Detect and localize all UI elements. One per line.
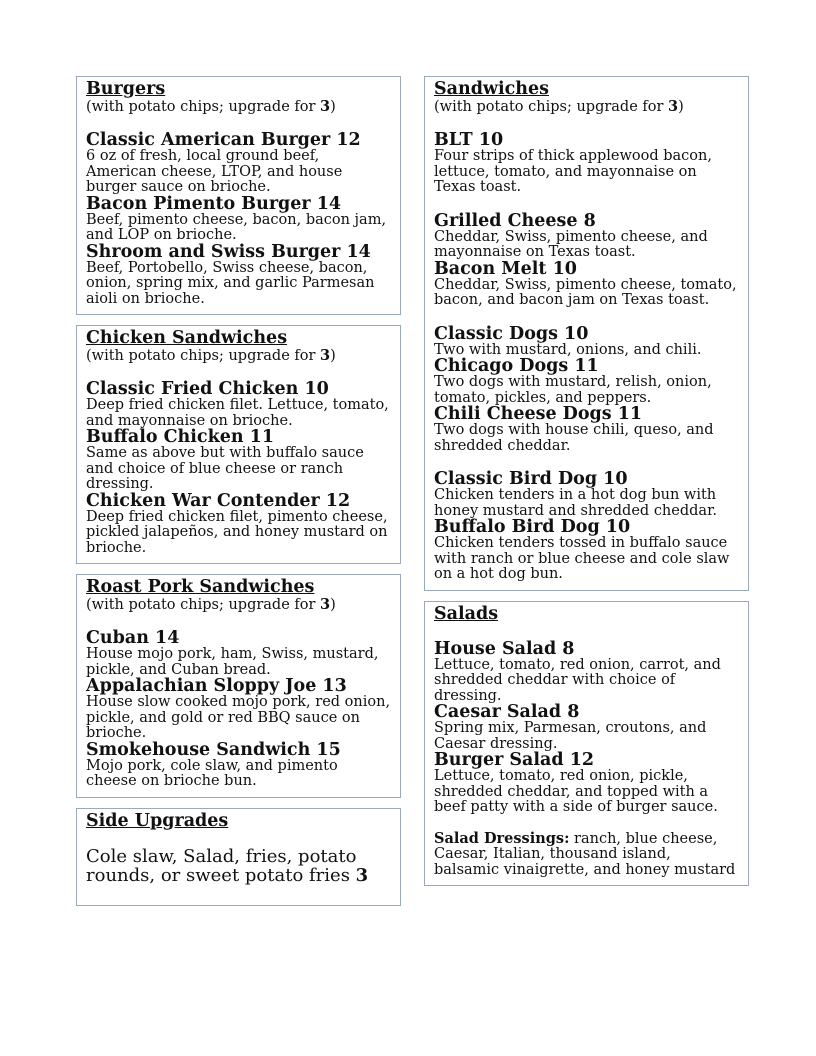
dressings-label: Salad Dressings:: [434, 829, 570, 847]
menu-item: [86, 490, 391, 557]
note-suffix: ): [330, 348, 336, 364]
side-upgrades-text: [86, 847, 391, 885]
item-description: Lettuce, tomato, red onion, carrot, and shredded cheddar with choice of dressing.: [434, 656, 721, 704]
menu-item: [434, 519, 739, 583]
item-name: Cuban 14: [86, 628, 180, 648]
spacer: [434, 309, 739, 326]
note-price: 3: [320, 347, 331, 364]
side-upgrades-section: [76, 808, 401, 906]
item-description: House slow cooked mojo pork, red onion, pickle, and gold or red BBQ sauce on brioche.: [86, 694, 391, 741]
item-description: Two with mustard, onions, and chili.: [434, 341, 702, 358]
item-description: 6 oz of fresh, local ground beef, American cheese, LTOP, and house burger sauce on brioche.: [86, 148, 343, 195]
menu-item: [86, 429, 391, 493]
section-note: [86, 597, 391, 613]
section-note: [434, 99, 739, 115]
item-name: Grilled Cheese 8: [434, 210, 596, 231]
menu-item: [434, 704, 739, 752]
menu-item: [434, 752, 739, 816]
section-title: Sandwiches: [434, 79, 550, 99]
item-name: Classic Fried Chicken 10: [86, 379, 329, 399]
menu-item: [434, 638, 739, 705]
section-title: Chicken Sandwiches: [86, 328, 288, 348]
item-description: House mojo pork, ham, Swiss, mustard, pickle, and Cuban bread.: [86, 646, 379, 678]
note-prefix: (with potato chips; upgrade for: [434, 99, 669, 115]
item-description: Chicken tenders tossed in buffalo sauce with ranch or blue cheese and cole slaw on a hot dog bun.: [434, 535, 730, 582]
item-name: Buffalo Bird Dog 10: [434, 517, 631, 537]
item-description: Two dogs with mustard, relish, onion, tomato, pickles, and peppers.: [434, 374, 712, 406]
chicken-sandwiches-section: [76, 325, 401, 564]
side-price: 3: [355, 864, 369, 886]
note-suffix: ): [330, 597, 336, 613]
item-description: Deep fried chicken filet, pimento cheese, pickled jalapeños, and honey mustard on brioche.: [86, 508, 388, 556]
item-name: Classic American Burger 12: [86, 130, 361, 150]
item-description: Four strips of thick applewood bacon, lettuce, tomato, and mayonnaise on Texas toast.: [434, 148, 712, 195]
menu-item: [434, 406, 739, 454]
note-suffix: ): [330, 99, 336, 115]
item-name: Buffalo Chicken 11: [86, 427, 275, 447]
right-column: [424, 76, 749, 896]
menu-item: [434, 323, 739, 359]
section-note: [86, 348, 391, 364]
side-options: Cole slaw, Salad, fries, potato rounds, or sweet potato fries: [86, 845, 357, 886]
item-description: Chicken tenders in a hot dog bun with honey mustard and shredded cheddar.: [434, 487, 718, 519]
menu-item: [434, 258, 739, 309]
section-title: Salads: [434, 603, 499, 624]
menu-item: [86, 678, 391, 742]
sandwiches-section: [424, 76, 749, 591]
note-prefix: (with potato chips; upgrade for: [86, 597, 321, 613]
menu-item: [434, 471, 739, 519]
menu-item: [434, 210, 739, 261]
item-description: Cheddar, Swiss, pimento cheese, and mayonnaise on Texas toast.: [434, 228, 708, 260]
item-name: Burger Salad 12: [434, 750, 595, 770]
note-price: 3: [320, 596, 331, 613]
item-name: Bacon Pimento Burger 14: [86, 193, 342, 214]
menu-item: [86, 132, 391, 196]
spacer: [434, 624, 739, 641]
item-description: Mojo pork, cole slaw, and pimento cheese on brioche bun.: [86, 757, 338, 789]
item-name: House Salad 8: [434, 638, 575, 659]
item-description: Lettuce, tomato, red onion, pickle, shredded cheddar, and topped with a beef patty with a side of burger sauce.: [434, 768, 718, 815]
note-price: 3: [668, 98, 679, 115]
item-description: Beef, pimento cheese, bacon, bacon jam, and LOP on brioche.: [86, 211, 387, 243]
roast-pork-section: [76, 574, 401, 798]
item-description: Beef, Portobello, Swiss cheese, bacon, onion, spring mix, and garlic Parmesan aioli on brioche.: [86, 259, 375, 307]
item-name: Bacon Melt 10: [434, 258, 577, 279]
menu-item: [86, 630, 391, 678]
item-description: Two dogs with house chili, queso, and shredded cheddar.: [434, 422, 714, 454]
item-name: Classic Dogs 10: [434, 323, 589, 344]
item-description: Cheddar, Swiss, pimento cheese, tomato, bacon, and bacon jam on Texas toast.: [434, 276, 737, 308]
dressings-list: ranch, blue cheese, Caesar, Italian, thousand island, balsamic vinaigrette, and honey mustard: [434, 830, 736, 878]
item-name: BLT 10: [434, 130, 504, 150]
item-name: Chili Cheese Dogs 11: [434, 404, 643, 424]
item-description: Same as above but with buffalo sauce and choice of blue cheese or ranch dressing.: [86, 445, 364, 492]
item-name: Chicago Dogs 11: [434, 356, 599, 376]
item-name: Caesar Salad 8: [434, 702, 580, 722]
menu-item: [86, 193, 391, 244]
menu-item: [434, 132, 739, 196]
salads-section: [424, 601, 749, 887]
item-name: Classic Bird Dog 10: [434, 469, 628, 489]
note-price: 3: [320, 98, 331, 115]
section-title: Burgers: [86, 79, 166, 99]
menu-item: [434, 358, 739, 406]
note-suffix: ): [678, 99, 684, 115]
item-name: Chicken War Contender 12: [86, 490, 351, 511]
section-title: Side Upgrades: [86, 810, 229, 831]
note-prefix: (with potato chips; upgrade for: [86, 99, 321, 115]
menu-item: [86, 739, 391, 790]
menu-item: [86, 381, 391, 429]
section-note: [86, 99, 391, 115]
item-name: Appalachian Sloppy Joe 13: [86, 676, 347, 696]
salad-dressings: [434, 831, 739, 879]
burgers-section: [76, 76, 401, 315]
spacer: [434, 196, 739, 213]
item-description: Deep fried chicken filet. Lettuce, tomato, and mayonnaise on brioche.: [86, 397, 389, 429]
note-prefix: (with potato chips; upgrade for: [86, 348, 321, 364]
item-name: Smokehouse Sandwich 15: [86, 739, 341, 760]
left-column: [76, 76, 401, 916]
item-description: Spring mix, Parmesan, croutons, and Caesar dressing.: [434, 720, 707, 752]
section-title: Roast Pork Sandwiches: [86, 577, 315, 597]
menu-item: [86, 241, 391, 308]
item-name: Shroom and Swiss Burger 14: [86, 241, 371, 262]
